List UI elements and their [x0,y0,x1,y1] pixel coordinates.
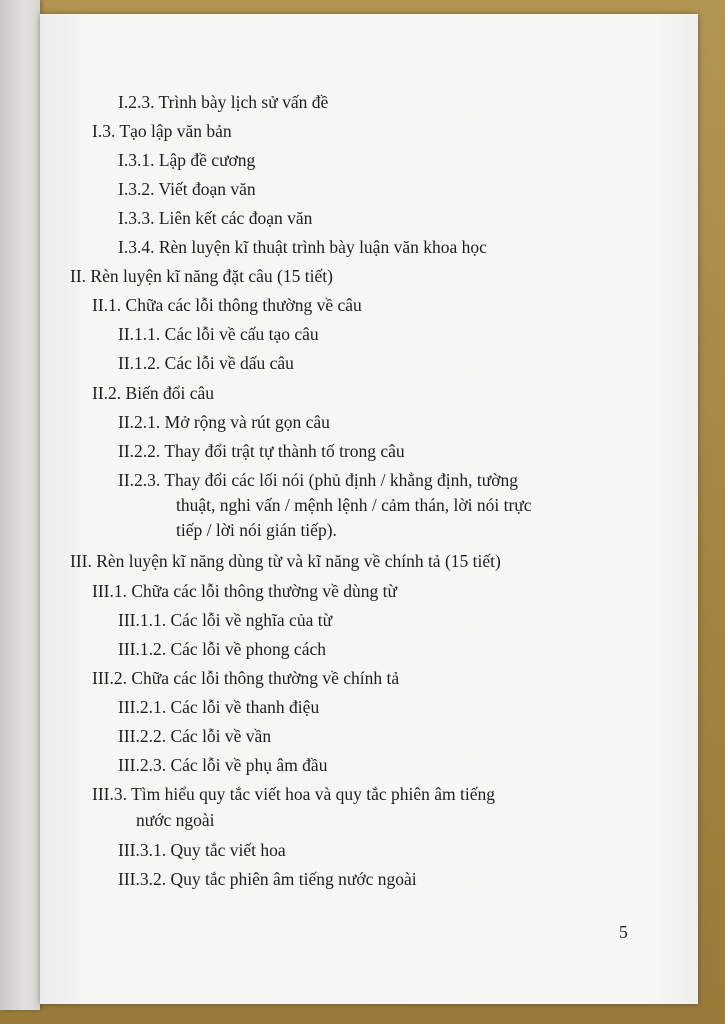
toc-line: III.1.2. Các lỗi về phong cách [118,639,326,659]
toc-line: II.2.3. Thay đổi các lối nói (phủ định / khẳng định, tường [118,470,518,490]
toc-line: I.3. Tạo lập văn bản [92,121,232,141]
toc-line: III.1. Chữa các lỗi thông thường về dùng từ [92,581,398,601]
toc-line: III.2.2. Các lỗi về vần [118,726,272,746]
toc-line: II.2.1. Mở rộng và rút gọn câu [118,412,330,432]
toc-line: III.2. Chữa các lỗi thông thường về chính tả [92,668,400,688]
page-number: 5 [619,922,628,942]
toc-line: thuật, nghi vấn / mệnh lệnh / cảm thán, lời nói trực [176,495,532,515]
toc-line: III.3.1. Quy tắc viết hoa [118,840,286,860]
toc-line: II.2. Biến đổi câu [92,383,214,403]
toc-line: II.1.1. Các lỗi về cấu tạo câu [118,324,319,344]
toc-line: III.1.1. Các lỗi về nghĩa của từ [118,610,333,630]
toc-line: III.3.2. Quy tắc phiên âm tiếng nước ngoài [118,869,417,889]
toc-line: I.3.3. Liên kết các đoạn văn [118,208,313,228]
toc-line: I.3.1. Lập đề cương [118,150,256,170]
toc-line: II.2.2. Thay đổi trật tự thành tố trong câu [118,441,405,461]
toc-line: III.2.1. Các lỗi về thanh điệu [118,697,320,717]
previous-page-edge [0,0,40,1010]
toc-line: II.1. Chữa các lỗi thông thường về câu [92,295,362,315]
toc-line: III.3. Tìm hiểu quy tắc viết hoa và quy tắc phiên âm tiếng [92,784,496,804]
toc-line: nước ngoài [136,810,215,830]
toc-line: I.2.3. Trình bày lịch sử vấn đề [118,92,329,112]
toc-line: III.2.3. Các lỗi về phụ âm đầu [118,755,328,775]
book-page [40,14,698,1004]
toc-line: II.1.2. Các lỗi về dấu câu [118,353,294,373]
toc-line: I.3.4. Rèn luyện kĩ thuật trình bày luận văn khoa học [118,237,487,257]
toc-line: II. Rèn luyện kĩ năng đặt câu (15 tiết) [70,266,333,286]
toc-line: III. Rèn luyện kĩ năng dùng từ và kĩ năng về chính tả (15 tiết) [70,551,501,571]
toc-line: tiếp / lời nói gián tiếp). [176,520,337,540]
toc-line: I.3.2. Viết đoạn văn [118,179,256,199]
